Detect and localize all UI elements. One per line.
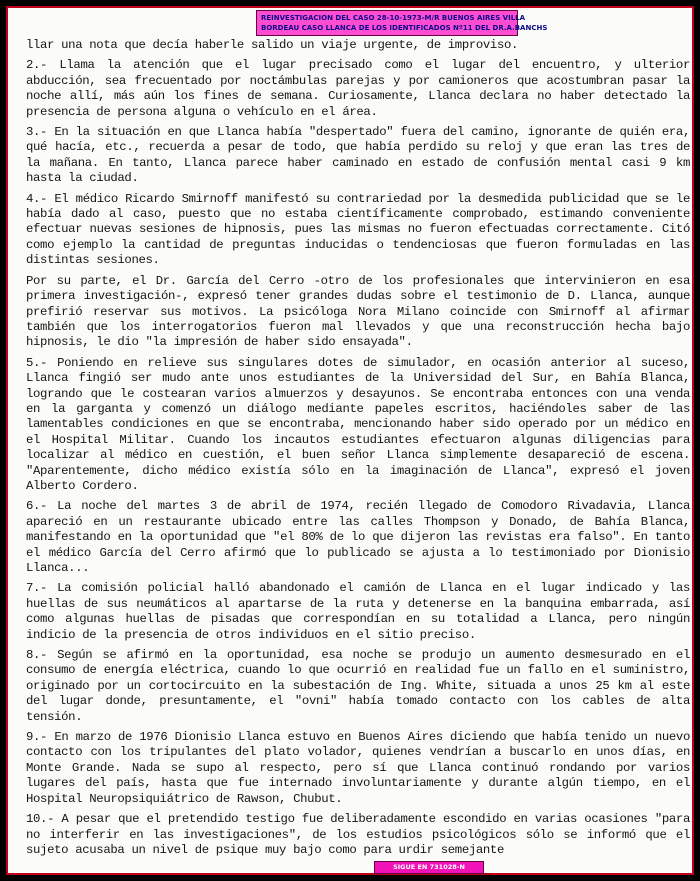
- paragraph-2: 2.- Llama la atención que el lugar precisado como el lugar del encuentro, y ulterior abducción, sea frecuentado por noctámbulas parejas y por camioneros que acostumbran pasar la noche allí, más aún los fines de semana. Curiosamente, Llanca declara no haber detectado la presencia de persona alguna o vehículo en el área.: [26, 58, 690, 119]
- document-page: [6, 6, 694, 875]
- paragraph-continued: llar una nota que decía haberle salido un viaje urgente, de improviso.: [26, 38, 519, 52]
- paragraph-5: 5.- Poniendo en relieve sus singulares dotes de simulador, en ocasión anterior al suceso, Llanca fingió ser mudo ante unos estudiantes de la Universidad del Sur, en Bahía Blanca, logrando que le costearan varios almuerzos y desayunos. Se encontraba entonces con una venda en la garganta y comenzó un diálogo mediante papeles escritos, haciéndoles saber de las lamentables condiciones en que se encontraba, mencionando haber sido operado por un médico en el Hospital Militar. Cuando los incautos estudiantes efectuaron algunas diligencias para localizar al médico en cuestión, el buen señor Llanca simplemente desapareció de escena. "Aparentemente, dicho médico existía sólo en la imaginación de Llanca", expresó el joven Alberto Cordero.: [26, 355, 690, 493]
- paragraph-4: 4.- El médico Ricardo Smirnoff manifestó su contrariedad por la desmedida publicidad que se le había dado al caso, puesto que no estaba científicamente comprobado, estimando conveniente efectuar nuevas sesiones de hipnosis, pues las mismas no fueron efectuadas correctamente. Citó como ejemplo la cantidad de preguntas inducidas o tendenciosas que fueron formuladas en las distintas sesiones.: [26, 191, 690, 268]
- paragraph-6: 6.- La noche del martes 3 de abril de 1974, recién llegado de Comodoro Rivadavia, Llanca apareció en un restaurante ubicado entre las calles Thompson y Donado, de Bahía Blanca, manifestando en la oportunidad que "el 80% de lo que dijeron las revistas era falso". En tanto el médico García del Cerro afirmó que lo publicado se ajusta a lo testimoniado por Dionisio Llanca...: [26, 499, 690, 575]
- paragraph-3: 3.- En la situación en que Llanca había "despertado" fuera del camino, ignorante de quién era, qué hacía, etc., recuerda a pesar de todo, que había perdido su reloj y que eran las tres de la mañana. En tanto, Llanca parece haber caminado en estado de confusión mental casi 9 km hasta la ciudad.: [26, 125, 690, 186]
- paragraph-7: 7.- La comisión policial halló abandonado el camión de Llanca en el lugar indicado y las huellas de sus neumáticos al apartarse de la ruta y detenerse en la banquina embarrada, así como algunas huellas de pisadas que correspondían en su totalidad a Llanca, pero ningún indicio de la presencia de otros individuos en el sitio preciso.: [26, 581, 690, 642]
- header-label: [256, 10, 548, 36]
- footer-continuation-label: SIGUE EN 731028-N: [374, 861, 484, 874]
- paragraph-8: 8.- Según se afirmó en la oportunidad, esa noche se produjo un aumento desmesurado en el consumo de energía eléctrica, cuando lo que ocurrió en realidad fue un fallo en el suministro, originado por un cortocircuito en la subestación de Ing. White, situada a unos 25 km al este del lugar donde, presuntamente, el "ovni" había tomado contacto con los cables de alta tensión.: [26, 648, 690, 724]
- paragraph-10: 10.- A pesar que el pretendido testigo fue deliberadamente escondido en varias ocasiones "para no interferir en las investigaciones", de los estudios psicológicos sólo se informó que el sujeto acusaba un nivel de psique muy bajo como para urdir semejante: [26, 812, 690, 857]
- document-body: [26, 38, 690, 863]
- header-line-1: REINVESTIGACION DEL CASO 28-10-1973-M/R BUENOS AIRES VILLA: [261, 14, 526, 22]
- paragraph-4-continued: Por su parte, el Dr. García del Cerro -otro de los profesionales que intervinieron en esa primera investigación-, expresó tener grandes dudas sobre el testimonio de D. Llanca, aunque prefirió reservar sus motivos. La psicóloga Nora Milano coincide con Smirnoff al afirmar también que los interrogatorios fueron mal llevados y que una reconstrucción hecha bajo hipnosis, le dio "la impresión de haber sido ensayada".: [26, 273, 690, 350]
- header-line-2: BORDEAU CASO LLANCA DE LOS IDENTIFICADOS Nº11 DEL DR.A.BANCHS: [261, 24, 548, 32]
- paragraph-9: 9.- En marzo de 1976 Dionisio Llanca estuvo en Buenos Aires diciendo que había tenido un nuevo contacto con los tripulantes del plato volador, quienes vendrían a buscarlo en unos días, en Monte Grande. Nada se supo al respecto, pero sí que Llanca continuó rondando por varios lugares del país, hasta que fue internado involuntariamente y durante algún tiempo, en el Hospital Neuropsiquiátrico de Rawson, Chubut.: [26, 730, 690, 806]
